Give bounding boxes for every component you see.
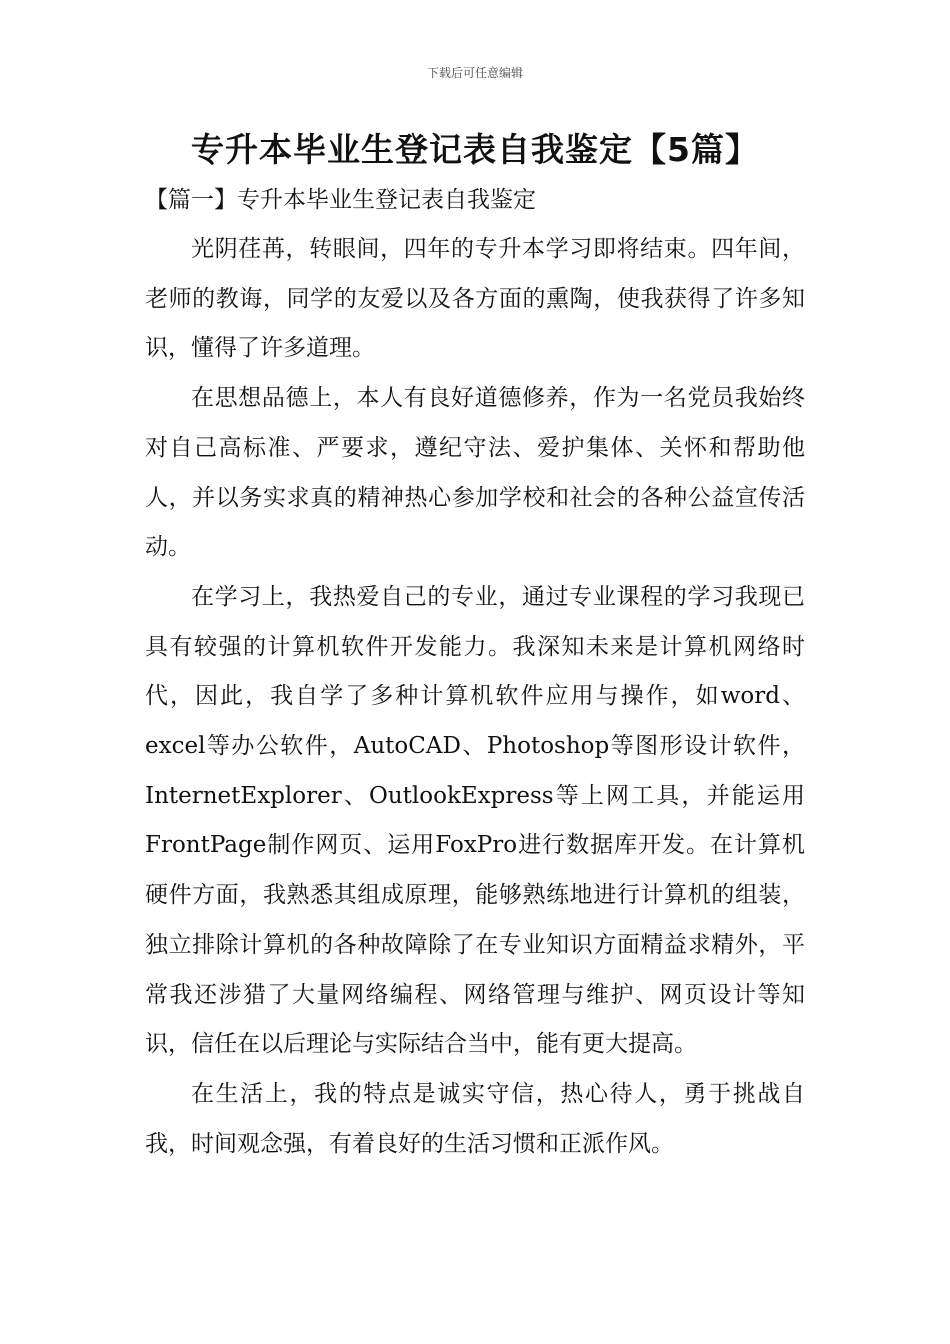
paragraph-study: 在学习上，我热爱自己的专业，通过专业课程的学习我现已具有较强的计算机软件开发能力。我深知未来是计算机网络时代，因此，我自学了多种计算机软件应用与操作，如word、excel等办公软件，AutoCAD、Photoshop等图形设计软件，InternetExplorer、OutlookExpress等上网工具，并能运用FrontPage制作网页、运用FoxPro进行数据库开发。在计算机硬件方面，我熟悉其组成原理，能够熟练地进行计算机的组装，独立排除计算机的各种故障除了在专业知识方面精益求精外，平常我还涉猎了大量网络编程、网络管理与维护、网页设计等知识，信任在以后理论与实际结合当中，能有更大提高。 — [145, 583, 805, 1058]
paragraph-life: 在生活上，我的特点是诚实守信，热心待人，勇于挑战自我，时间观念强，有着良好的生活习惯和正派作风。 — [145, 1080, 805, 1157]
paragraph-ideology: 在思想品德上，本人有良好道德修养，作为一名党员我始终对自己高标准、严要求，遵纪守法、爱护集体、关怀和帮助他人，并以务实求真的精神热心参加学校和社会的各种公益宣传活动。 — [145, 385, 805, 561]
document-body — [145, 225, 805, 1169]
header-note: 下载后可任意编辑 — [426, 66, 523, 80]
document-title: 专升本毕业生登记表自我鉴定【5篇】 — [191, 130, 759, 169]
paragraph-intro: 光阴荏苒，转眼间，四年的专升本学习即将结束。四年间，老师的教诲，同学的友爱以及各方面的熏陶，使我获得了许多知识，懂得了许多道理。 — [145, 236, 805, 362]
section-heading: 【篇一】专升本毕业生登记表自我鉴定 — [145, 187, 536, 213]
